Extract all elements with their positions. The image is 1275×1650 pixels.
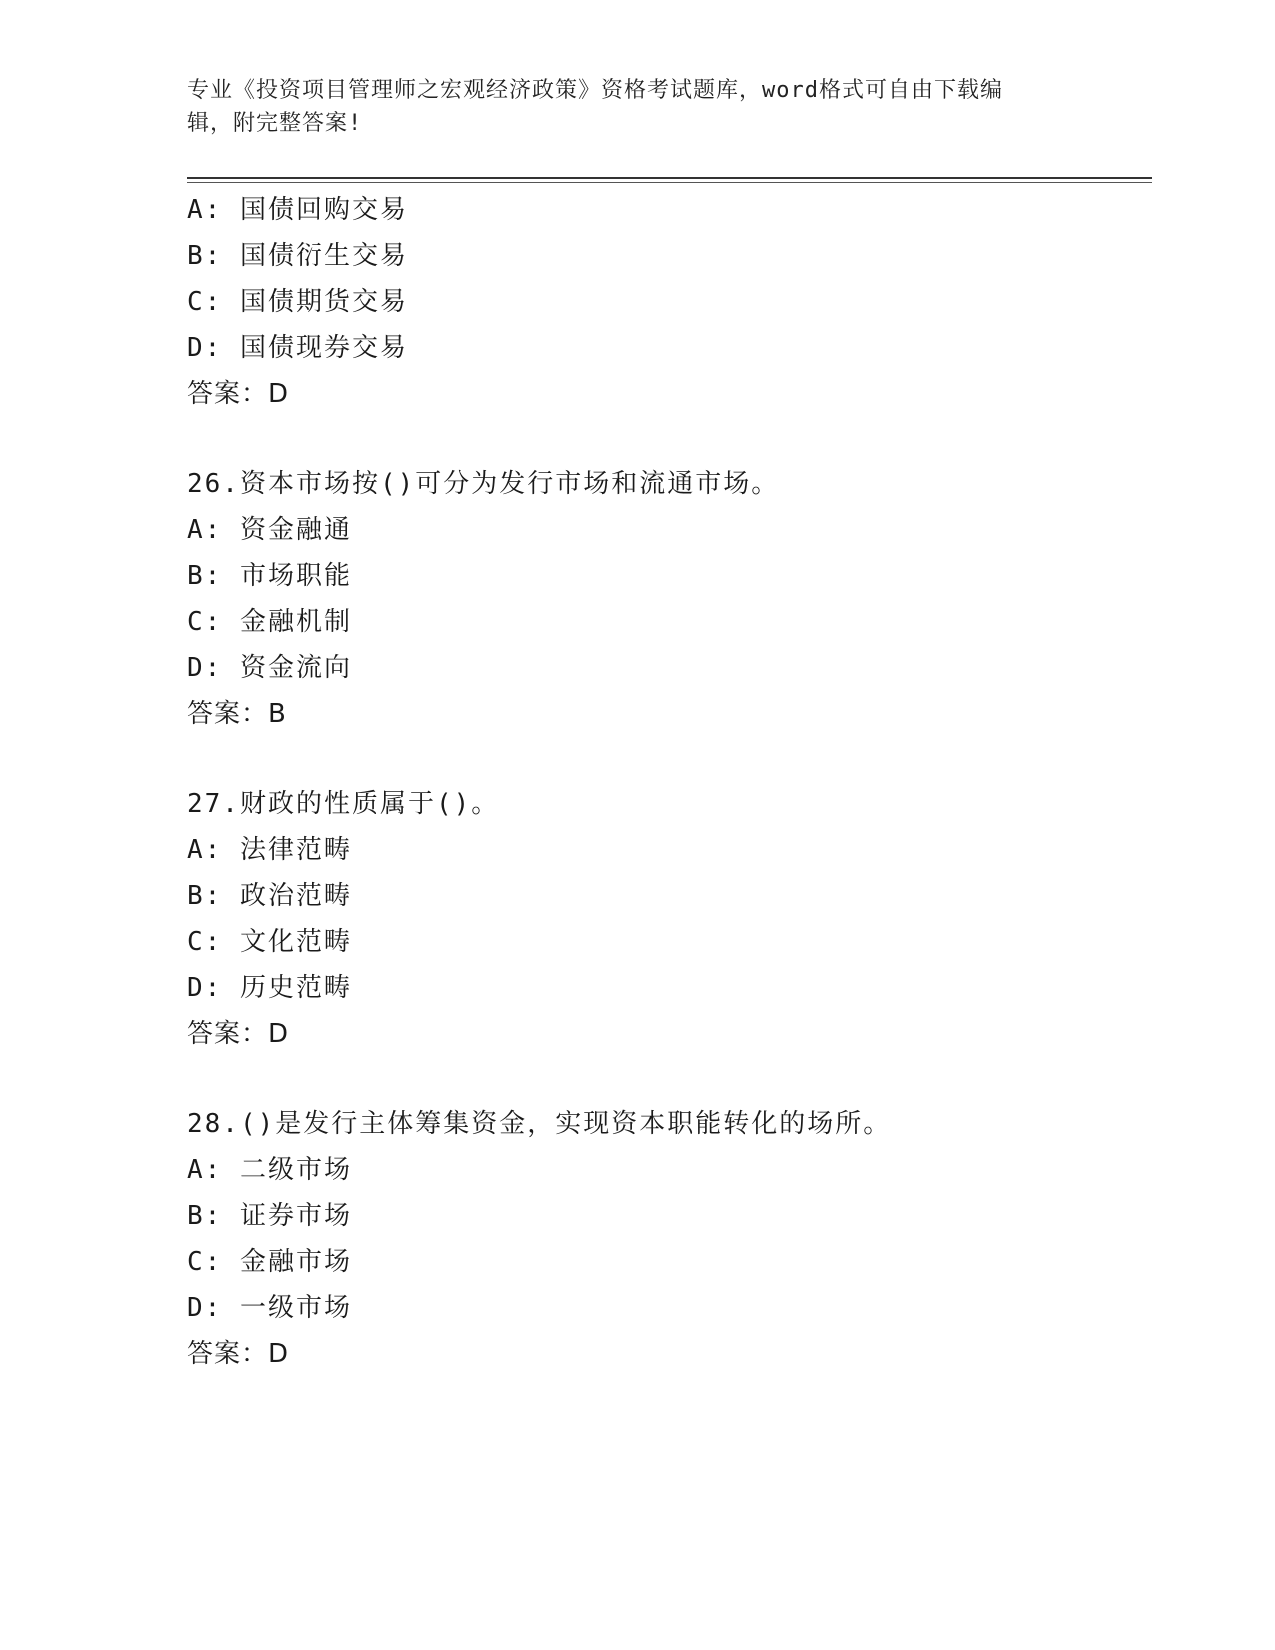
option-c: C: 金融机制	[187, 607, 352, 637]
option-a: A: 资金融通	[187, 515, 352, 545]
header-divider-thick	[187, 177, 1152, 179]
question-stem: 27.财政的性质属于()。	[187, 789, 500, 819]
spacer	[187, 417, 1147, 461]
question-block-25	[187, 187, 1147, 417]
option-b: B: 市场职能	[187, 561, 352, 591]
option-c: C: 文化范畴	[187, 927, 352, 957]
question-stem: 26.资本市场按()可分为发行市场和流通市场。	[187, 469, 780, 499]
option-b: B: 政治范畴	[187, 881, 352, 911]
option-d: D: 历史范畴	[187, 973, 352, 1003]
spacer	[187, 737, 1147, 781]
question-block-26	[187, 461, 1147, 737]
option-d: D: 国债现券交易	[187, 333, 408, 363]
option-b: B: 证券市场	[187, 1201, 352, 1231]
header-line-1: 专业《投资项目管理师之宏观经济政策》资格考试题库，word格式可自由下载编	[187, 78, 1003, 103]
document-header	[187, 74, 1067, 140]
option-c: C: 金融市场	[187, 1247, 352, 1277]
option-a: A: 法律范畴	[187, 835, 352, 865]
option-d: D: 一级市场	[187, 1293, 352, 1323]
spacer	[187, 1057, 1147, 1101]
header-line-2: 辑，附完整答案!	[187, 111, 363, 136]
option-d: D: 资金流向	[187, 653, 352, 683]
question-block-27	[187, 781, 1147, 1057]
answer-line: 答案：D	[187, 379, 290, 409]
option-c: C: 国债期货交易	[187, 287, 408, 317]
option-a: A: 二级市场	[187, 1155, 352, 1185]
question-list	[187, 187, 1147, 1377]
header-divider-thin	[187, 182, 1152, 183]
option-a: A: 国债回购交易	[187, 195, 408, 225]
answer-line: 答案：D	[187, 1019, 290, 1049]
option-b: B: 国债衍生交易	[187, 241, 408, 271]
question-block-28	[187, 1101, 1147, 1377]
answer-line: 答案：D	[187, 1339, 290, 1369]
question-stem: 28.()是发行主体筹集资金，实现资本职能转化的场所。	[187, 1109, 892, 1139]
answer-line: 答案：B	[187, 699, 287, 729]
